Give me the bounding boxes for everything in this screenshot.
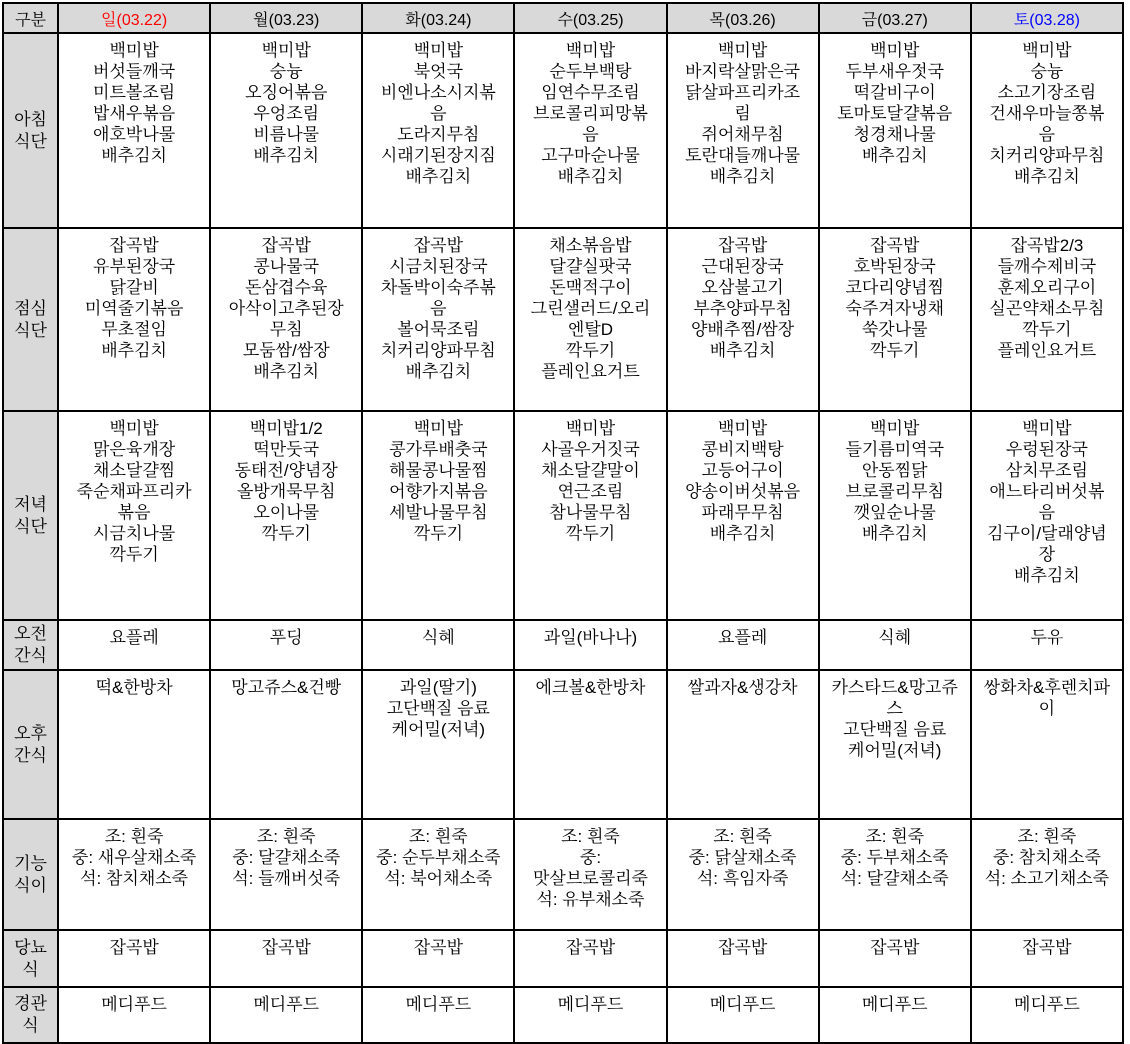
menu-item: 메디푸드 <box>1014 995 1080 1014</box>
menu-item: 백미밥 <box>1022 419 1072 438</box>
menu-item: 메디푸드 <box>861 995 928 1014</box>
menu-item: 잡곡밥 <box>870 236 920 255</box>
menu-item: 쌀과자&생강차 <box>687 678 798 697</box>
menu-cell <box>362 228 514 411</box>
menu-cell <box>667 228 819 411</box>
menu-cell <box>58 987 210 1043</box>
menu-item: 콩가루배춧국 <box>389 440 488 459</box>
menu-item: 바지락살맑은국 <box>685 62 801 81</box>
menu-item: 망고쥬스&건빵 <box>231 678 342 697</box>
menu-item: 토마토달걀볶음 <box>837 104 953 123</box>
menu-item: 소고기장조림 <box>997 83 1097 102</box>
menu-cell <box>971 620 1123 670</box>
menu-item: 잡곡밥 <box>717 236 768 255</box>
menu-item: 배추김치 <box>861 146 928 165</box>
day-header-0: 일(03.22) <box>58 3 210 33</box>
menu-cell <box>819 930 971 987</box>
menu-cell <box>971 987 1123 1043</box>
menu-item: 백미밥 <box>717 419 768 438</box>
menu-item: 닭살파프리카조림 <box>685 83 801 123</box>
menu-item: 잡곡밥 <box>261 938 311 957</box>
menu-item: 깻잎순나물 <box>853 503 936 522</box>
menu-item: 메디푸드 <box>709 995 776 1014</box>
menu-cell <box>971 33 1123 228</box>
menu-item: 깍두기 <box>109 545 159 564</box>
menu-item: 백미밥 <box>413 41 463 60</box>
menu-item: 에크볼&한방차 <box>535 678 646 697</box>
menu-item: 백미밥 <box>565 41 616 60</box>
menu-item: 브로콜리피망볶음 <box>533 104 648 144</box>
menu-cell <box>514 228 666 411</box>
menu-cell <box>667 987 819 1043</box>
menu-cell <box>819 33 971 228</box>
menu-cell <box>210 670 362 819</box>
menu-item: 달걀실팟국 <box>549 257 632 276</box>
menu-item: 애느타리버섯볶음 <box>989 482 1105 522</box>
menu-cell <box>58 819 210 930</box>
menu-item: 김구이/달래양념장 <box>987 524 1107 564</box>
menu-cell <box>819 819 971 930</box>
menu-item: 맑은육개장 <box>93 440 176 459</box>
menu-item: 오삼불고기 <box>701 278 784 297</box>
row-label-am-snack: 오전간식 <box>3 620 58 670</box>
menu-item: 쥐어채무침 <box>701 125 784 144</box>
menu-item: 중: 순두부채소죽 <box>376 848 501 867</box>
menu-item: 요플레 <box>109 628 159 647</box>
menu-item: 어향가지볶음 <box>389 482 488 501</box>
menu-row-diabetic <box>3 930 1123 987</box>
menu-item: 중: 새우살채소죽 <box>71 848 197 867</box>
menu-cell <box>58 670 210 819</box>
menu-cell <box>819 620 971 670</box>
menu-cell <box>210 620 362 670</box>
menu-item: 식혜 <box>878 628 912 647</box>
menu-item: 밥새우볶음 <box>93 104 176 123</box>
menu-item: 푸딩 <box>269 628 303 647</box>
menu-item: 두유 <box>1030 628 1064 647</box>
menu-cell <box>210 411 362 620</box>
menu-item: 숙주겨자냉채 <box>845 299 944 318</box>
day-header-2: 화(03.24) <box>362 3 514 33</box>
menu-cell <box>210 228 362 411</box>
menu-item: 깍두기 <box>565 341 616 360</box>
row-label-diabetic: 당뇨식 <box>3 930 58 987</box>
menu-item: 양송이버섯볶음 <box>685 482 801 501</box>
menu-item: 과일(바나나) <box>543 628 638 647</box>
row-label-tube: 경관식 <box>3 987 58 1043</box>
menu-cell <box>362 987 514 1043</box>
day-header-3: 수(03.25) <box>514 3 666 33</box>
menu-item: 삼치무조림 <box>1005 461 1088 480</box>
menu-item: 연근조림 <box>557 482 624 501</box>
menu-item: 우렁된장국 <box>1005 440 1088 459</box>
row-label-pm-snack: 오후간식 <box>3 670 58 819</box>
menu-item: 들기름미역국 <box>845 440 944 459</box>
menu-item: 치커리양파무침 <box>380 341 496 360</box>
menu-item: 메디푸드 <box>101 995 167 1014</box>
menu-item: 잡곡밥 <box>1022 938 1072 957</box>
menu-cell <box>667 819 819 930</box>
menu-item: 시금치된장국 <box>389 257 488 276</box>
menu-row-functional <box>3 819 1123 930</box>
menu-item: 메디푸드 <box>253 995 320 1014</box>
menu-cell <box>971 228 1123 411</box>
menu-item: 양배추찜/쌈장 <box>690 320 795 339</box>
menu-item: 플레인요거트 <box>541 362 640 381</box>
menu-item: 배추김치 <box>253 146 320 165</box>
menu-item: 시래기된장지짐 <box>380 146 496 165</box>
menu-cell <box>210 33 362 228</box>
day-header-6: 토(03.28) <box>971 3 1123 33</box>
menu-item: 배추김치 <box>1014 566 1080 585</box>
menu-cell <box>667 411 819 620</box>
menu-row-breakfast <box>3 33 1123 228</box>
menu-item: 백미밥 <box>1022 41 1072 60</box>
menu-item: 고단백질 음료 <box>843 720 947 739</box>
menu-row-tube <box>3 987 1123 1043</box>
menu-item: 백미밥 <box>261 41 311 60</box>
menu-item: 배추김치 <box>861 524 928 543</box>
menu-item: 볼어묵조림 <box>397 320 480 339</box>
menu-item: 케어밀(저녁) <box>848 741 942 760</box>
menu-item: 치커리양파무침 <box>989 146 1105 165</box>
menu-item: 조: 흰죽 <box>713 827 772 846</box>
menu-item: 백미밥 <box>870 41 920 60</box>
menu-item: 건새우마늘쫑볶음 <box>989 104 1105 144</box>
menu-item: 실곤약채소무침 <box>989 299 1105 318</box>
table-header <box>3 3 1123 33</box>
menu-item: 잡곡밥 <box>717 938 768 957</box>
menu-item: 백미밥 <box>109 41 159 60</box>
menu-item: 토란대들깨나물 <box>685 146 801 165</box>
menu-item: 깍두기 <box>413 524 463 543</box>
menu-cell <box>58 228 210 411</box>
menu-item: 차돌박이숙주볶음 <box>380 278 496 318</box>
menu-cell <box>819 987 971 1043</box>
menu-item: 백미밥 <box>109 419 159 438</box>
row-label-lunch: 점심식단 <box>3 228 58 411</box>
day-header-5: 금(03.27) <box>819 3 971 33</box>
menu-item: 채소달걀찜 <box>93 461 176 480</box>
menu-item: 배추김치 <box>709 524 776 543</box>
menu-item: 석: 들깨버섯죽 <box>232 869 341 888</box>
menu-cell <box>667 670 819 819</box>
menu-item: 잡곡밥2/3 <box>1010 236 1084 255</box>
menu-cell <box>362 670 514 819</box>
menu-item: 무초절임 <box>101 320 167 339</box>
menu-item: 채소달걀말이 <box>541 461 640 480</box>
menu-cell <box>819 228 971 411</box>
row-label-dinner: 저녁식단 <box>3 411 58 620</box>
menu-cell <box>210 987 362 1043</box>
menu-item: 조: 흰죽 <box>865 827 925 846</box>
menu-cell <box>667 930 819 987</box>
menu-item: 숭늉 <box>1030 62 1064 81</box>
menu-item: 백미밥 <box>413 419 463 438</box>
menu-item: 시금치나물 <box>93 524 176 543</box>
menu-cell <box>362 930 514 987</box>
menu-item: 미트볼조림 <box>93 83 176 102</box>
menu-item: 석: 유부채소죽 <box>536 890 645 909</box>
menu-item: 조: 흰죽 <box>1017 827 1077 846</box>
menu-item: 조: 흰죽 <box>256 827 316 846</box>
menu-item: 고구마순나물 <box>541 146 640 165</box>
menu-item: 과일(딸기) <box>399 678 477 697</box>
menu-cell <box>58 930 210 987</box>
menu-item: 잡곡밥 <box>109 236 159 255</box>
menu-item: 석: 흑임자죽 <box>696 869 789 888</box>
menu-cell <box>819 670 971 819</box>
menu-cell <box>362 411 514 620</box>
menu-cell <box>210 930 362 987</box>
menu-cell <box>514 987 666 1043</box>
menu-item: 비엔나소시지볶음 <box>380 83 496 123</box>
menu-cell <box>971 819 1123 930</box>
menu-item: 석: 달걀채소죽 <box>840 869 949 888</box>
menu-item: 백미밥1/2 <box>249 419 323 438</box>
menu-item: 올방개묵무침 <box>236 482 336 501</box>
row-label-functional: 기능식이 <box>3 819 58 930</box>
menu-cell <box>514 930 666 987</box>
day-header-4: 목(03.26) <box>667 3 819 33</box>
menu-item: 임연수무조림 <box>541 83 640 102</box>
day-header-1: 월(03.23) <box>210 3 362 33</box>
menu-cell <box>210 819 362 930</box>
menu-item: 배추김치 <box>557 167 624 186</box>
menu-row-pm-snack <box>3 670 1123 819</box>
menu-item: 중: 참치채소죽 <box>992 848 1101 867</box>
menu-row-dinner <box>3 411 1123 620</box>
menu-item: 잡곡밥 <box>261 236 311 255</box>
menu-item: 배추김치 <box>101 341 167 360</box>
corner-label: 구분 <box>3 3 58 33</box>
menu-item: 호박된장국 <box>853 257 936 276</box>
menu-item: 숭늉 <box>269 62 303 81</box>
menu-item: 석: 참치채소죽 <box>80 869 189 888</box>
menu-item: 백미밥 <box>565 419 616 438</box>
menu-item: 잡곡밥 <box>870 938 920 957</box>
menu-item: 비름나물 <box>253 125 320 144</box>
menu-item: 참나물무침 <box>549 503 632 522</box>
menu-item: 세발나물무침 <box>389 503 488 522</box>
menu-item: 모둠쌈/쌈장 <box>242 341 330 360</box>
menu-item: 석: 소고기채소죽 <box>984 869 1110 888</box>
menu-item: 중: 닭살채소죽 <box>688 848 797 867</box>
menu-item: 훈제오리구이 <box>997 278 1097 297</box>
menu-cell <box>514 411 666 620</box>
menu-item: 미역줄기볶음 <box>84 299 184 318</box>
weekly-menu-table <box>2 2 1124 1044</box>
menu-cell <box>514 620 666 670</box>
menu-cell <box>819 411 971 620</box>
menu-row-lunch <box>3 228 1123 411</box>
menu-cell <box>514 819 666 930</box>
menu-item: 파래무무침 <box>701 503 784 522</box>
menu-cell <box>362 33 514 228</box>
menu-item: 배추김치 <box>101 146 167 165</box>
menu-item: 순두부백탕 <box>549 62 632 81</box>
menu-cell <box>58 620 210 670</box>
menu-item: 조: 흰죽 <box>561 827 620 846</box>
menu-item: 잡곡밥 <box>565 938 616 957</box>
menu-item: 돈맥적구이 <box>549 278 632 297</box>
menu-cell <box>514 670 666 819</box>
menu-cell <box>362 620 514 670</box>
menu-cell <box>971 670 1123 819</box>
menu-item: 떡갈비구이 <box>853 83 936 102</box>
menu-item: 배추김치 <box>1014 167 1080 186</box>
menu-item: 청경채나물 <box>853 125 936 144</box>
menu-cell <box>362 819 514 930</box>
menu-item: 잡곡밥 <box>109 938 159 957</box>
menu-item: 식혜 <box>421 628 455 647</box>
menu-cell <box>58 33 210 228</box>
menu-item: 두부새우젓국 <box>845 62 944 81</box>
menu-item: 콩나물국 <box>253 257 320 276</box>
menu-item: 콩비지백탕 <box>701 440 784 459</box>
menu-item: 떡&한방차 <box>95 678 173 697</box>
menu-item: 요플레 <box>717 628 768 647</box>
menu-item: 쌍화차&후렌치파이 <box>983 678 1111 718</box>
menu-item: 고단백질 음료 <box>386 699 490 718</box>
menu-item: 카스타드&망고쥬스 <box>831 678 958 718</box>
menu-item: 석: 북어채소죽 <box>384 869 493 888</box>
menu-item: 들깨수제비국 <box>997 257 1097 276</box>
menu-item: 채소볶음밥 <box>549 236 632 255</box>
menu-item: 깍두기 <box>870 341 920 360</box>
menu-item: 안동찜닭 <box>861 461 928 480</box>
menu-cell <box>667 33 819 228</box>
menu-cell <box>667 620 819 670</box>
menu-item: 돈삼겹수육 <box>245 278 328 297</box>
menu-cell <box>971 411 1123 620</box>
menu-item: 북엇국 <box>413 62 463 81</box>
menu-item: 브로콜리무침 <box>845 482 944 501</box>
menu-item: 코다리양념찜 <box>845 278 944 297</box>
menu-cell <box>514 33 666 228</box>
menu-row-am-snack <box>3 620 1123 670</box>
menu-item: 조: 흰죽 <box>104 827 164 846</box>
menu-item: 사골우거짓국 <box>541 440 640 459</box>
menu-item: 플레인요거트 <box>997 341 1097 360</box>
menu-item: 죽순채파프리카볶음 <box>76 482 192 522</box>
menu-item: 메디푸드 <box>405 995 472 1014</box>
menu-item: 닭갈비 <box>109 278 159 297</box>
menu-item: 쑥갓나물 <box>861 320 928 339</box>
menu-item: 조: 흰죽 <box>409 827 468 846</box>
menu-item: 잡곡밥 <box>413 938 463 957</box>
menu-item: 잡곡밥 <box>413 236 463 255</box>
menu-item: 백미밥 <box>717 41 768 60</box>
menu-item: 유부된장국 <box>93 257 176 276</box>
menu-item: 배추김치 <box>405 362 472 381</box>
menu-item: 깍두기 <box>1022 320 1072 339</box>
menu-item: 동태전/양념장 <box>234 461 338 480</box>
menu-item: 메디푸드 <box>557 995 624 1014</box>
menu-item: 깍두기 <box>565 524 616 543</box>
menu-item: 그린샐러드/오리엔탈D <box>530 299 651 339</box>
menu-item: 중: 달걀채소죽 <box>232 848 341 867</box>
menu-item: 케어밀(저녁) <box>391 720 486 739</box>
menu-item: 중: <box>579 848 602 867</box>
menu-item: 배추김치 <box>709 341 776 360</box>
menu-item: 백미밥 <box>870 419 920 438</box>
menu-item: 아삭이고추된장무침 <box>228 299 344 339</box>
menu-item: 도라지무침 <box>397 125 480 144</box>
table-body <box>3 33 1123 1043</box>
menu-item: 부추양파무침 <box>693 299 792 318</box>
menu-cell <box>971 930 1123 987</box>
menu-item: 배추김치 <box>405 167 472 186</box>
menu-item: 해물콩나물찜 <box>389 461 488 480</box>
menu-item: 배추김치 <box>709 167 776 186</box>
menu-item: 애호박나물 <box>93 125 176 144</box>
menu-cell <box>58 411 210 620</box>
menu-item: 고등어구이 <box>701 461 784 480</box>
menu-item: 오이나물 <box>253 503 320 522</box>
menu-item: 오징어볶음 <box>245 83 328 102</box>
row-label-breakfast: 아침식단 <box>3 33 58 228</box>
menu-item: 버섯들깨국 <box>93 62 176 81</box>
menu-item: 중: 두부채소죽 <box>840 848 949 867</box>
header-row <box>3 3 1123 33</box>
menu-item: 맛살브로콜리죽 <box>533 869 648 888</box>
menu-item: 떡만둣국 <box>253 440 320 459</box>
menu-item: 우엉조림 <box>253 104 320 123</box>
menu-item: 깍두기 <box>261 524 311 543</box>
menu-item: 근대된장국 <box>701 257 784 276</box>
menu-item: 배추김치 <box>253 362 320 381</box>
